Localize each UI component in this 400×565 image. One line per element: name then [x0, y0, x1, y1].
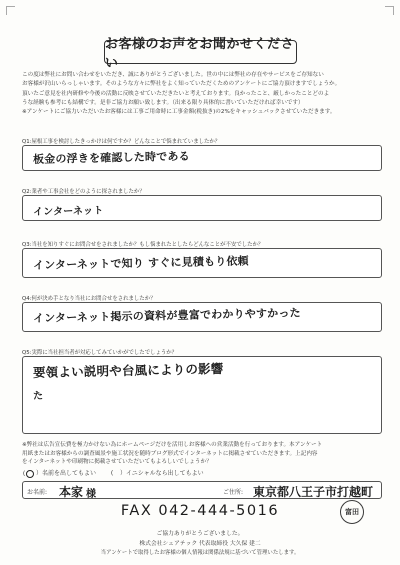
footer-thanks: ご協力ありがとうございました。	[156, 531, 244, 537]
stamp-text: 富田	[345, 508, 359, 516]
name-suffix: 様	[86, 489, 96, 500]
answer-box-5	[22, 356, 382, 434]
intro-line: うな経験も参考にも結構です。是非ご協力お願い致します。（出来る限り具体的に書いていただければ幸いです）	[22, 99, 304, 106]
note-line: ※弊社は広告宣伝費を極力かけない為にホームページだけを活用しお客様への営業活動を行っております。本アンケート	[22, 442, 323, 448]
intro-line: お客様が沢山いらっしゃいます。そのような方々に弊社をよく知っていただくためのアンケートにご協力頂けますでしょうか。	[22, 81, 341, 88]
consent-option-initial[interactable]: ( ）イニシャルなら出してもよい	[110, 470, 204, 478]
page-title: お客様のお声をお聞かせください	[104, 40, 297, 64]
question-1: Q1:屋根工事を検討したきっかけは何ですか？どんなことで悩まれていましたか？	[22, 139, 221, 145]
name-address-row	[22, 481, 382, 499]
address-label: ご住所:	[223, 489, 244, 496]
intro-line: 頂いたご意見を社内研修や今後の活動に反映させていただきたいと考えております。良かったこと、厳しかったことどのよ	[22, 90, 330, 97]
answer-2: インターネット	[32, 205, 104, 218]
answer-5-line-1: 要領よい説明や台風によりの影響	[32, 361, 224, 380]
publication-note	[22, 441, 382, 467]
note-line: 用紙またはお客様からの調査風景や施工状況を随時ブログ形式でインターネットに掲載させていただきます。上記内容	[22, 450, 318, 457]
corner-mark	[385, 6, 394, 15]
fax-number: FAX 042-444-5016	[120, 503, 280, 519]
answer-box-1	[22, 145, 382, 171]
address-value: 東京都八王子市打越町	[253, 485, 374, 499]
question-2: Q2:業者や工事会社をどのように探されましたか？	[22, 189, 145, 195]
intro-line: ※アンケートにご協力いただいたお客様には工事ご用命時に工事金額(税抜き)の2%をキャッシュバックさせていただきます。	[22, 109, 336, 116]
footer-company: 株式会社シェアテック 代表取締役 大久保 建二	[139, 541, 261, 547]
question-3: Q3:当社を知りすぐにお問合せをされましたか？もし悩まれたとしたらどんなことが不安でしたか？	[22, 242, 264, 248]
consent-options	[22, 468, 382, 478]
intro-text	[22, 71, 382, 117]
name-label: お名前:	[27, 489, 48, 496]
question-4: Q4:何が決め手となり当社にお問合せをされましたか？	[22, 296, 156, 302]
corner-mark	[6, 6, 15, 15]
name-value: 本家	[59, 485, 84, 499]
answer-box-4	[22, 302, 382, 332]
answer-1: 板金の浮きを確認した時である	[32, 149, 190, 166]
question-5: Q5:実際に当社担当者が対応してみていかがでしたでしょうか？	[22, 350, 178, 356]
answer-box-2	[22, 195, 382, 221]
intro-line: この度は弊社にお問い合わせをいただき、誠にありがとうございました。世の中には弊社の存在やサービスをご存知ない	[22, 72, 324, 78]
answer-5-line-2: た	[32, 390, 44, 402]
company-seal-stamp	[340, 500, 364, 524]
note-line: をインターネットや印刷物に掲載させていただいてもよろしいでしょうか？	[22, 459, 212, 466]
consent-option-name[interactable]: ( ）名前を出してもよい	[22, 470, 97, 477]
answer-box-3	[22, 248, 382, 278]
checked-circle-icon	[26, 470, 34, 478]
footer-privacy: 当アンケートで取得したお客様の個人情報は関係法規に基づいて管理いたします。	[100, 550, 300, 556]
answer-3: インターネットで知り すぐに見積もり依頼	[32, 254, 249, 272]
answer-4: インターネット掲示の資料が豊富でわかりやすかった	[32, 306, 301, 325]
